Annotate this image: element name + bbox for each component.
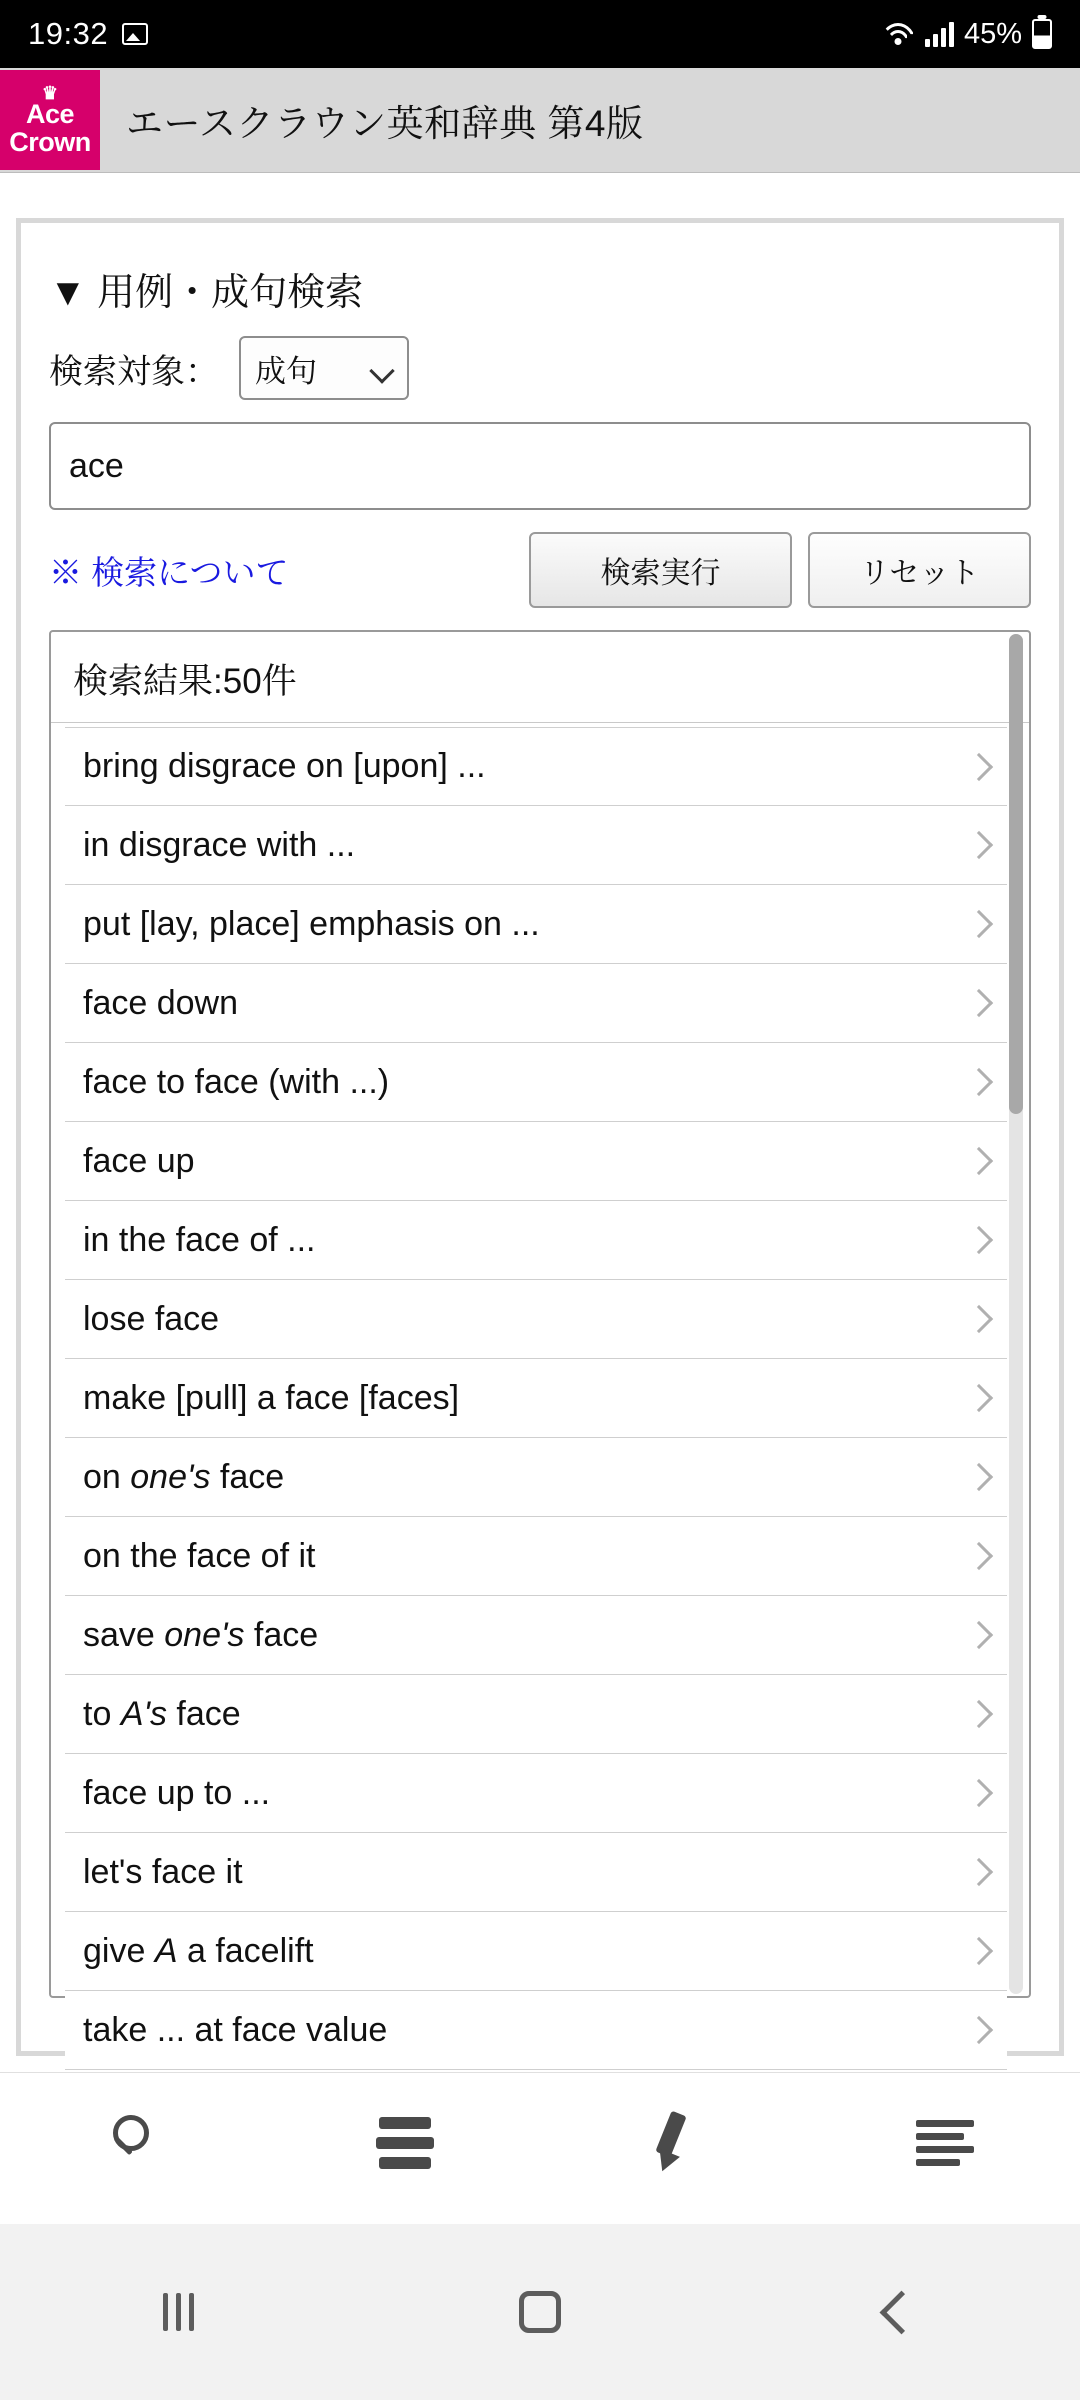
list-item-label: let's face it (83, 1852, 243, 1891)
list-item-label: give A a facelift (83, 1931, 314, 1970)
list-item[interactable] (65, 1043, 1007, 1122)
chevron-right-icon (965, 1068, 993, 1096)
list-item-label: to A's face (83, 1694, 241, 1733)
search-reset-button[interactable]: リセット (808, 532, 1031, 608)
list-item-label: face to face (with ...) (83, 1062, 390, 1101)
chevron-right-icon (965, 1463, 993, 1491)
system-navigation-bar (0, 2224, 1080, 2400)
chevron-right-icon (965, 1542, 993, 1570)
list-item-label: save one's face (83, 1615, 319, 1654)
list-item[interactable] (65, 1280, 1007, 1359)
chevron-right-icon (965, 1384, 993, 1412)
list-item-label: make [pull] a face [faces] (83, 1378, 460, 1417)
search-target-value: 成句 (255, 353, 317, 389)
home-icon[interactable] (519, 2291, 561, 2333)
list-item-label: bring disgrace on [upon] ... (83, 747, 486, 785)
list-item[interactable] (65, 727, 1007, 806)
results-scrollbar[interactable] (1009, 634, 1023, 1994)
crown-icon: ♛ (41, 82, 59, 103)
list-item-label: on the face of it (83, 1536, 316, 1575)
app-logo (0, 70, 100, 170)
list-item-label: in the face of ... (83, 1220, 316, 1259)
chevron-down-icon (369, 358, 394, 383)
search-panel (21, 223, 1059, 2049)
logo-line-1: Ace (25, 98, 75, 129)
search-target-row (49, 336, 1031, 400)
back-icon[interactable] (880, 2290, 924, 2334)
chevron-right-icon (965, 1779, 993, 1807)
list-item[interactable] (65, 1596, 1007, 1675)
list-item[interactable] (65, 1122, 1007, 1201)
recent-apps-icon[interactable] (163, 2293, 194, 2331)
list-item-label: on one's face (83, 1457, 285, 1496)
list-item-label: put [lay, place] emphasis on ... (83, 904, 540, 943)
status-bar-right (881, 18, 1052, 51)
list-item[interactable] (65, 1754, 1007, 1833)
list-item[interactable] (65, 1912, 1007, 1991)
chevron-right-icon (965, 989, 993, 1017)
scrollbar-thumb[interactable] (1009, 634, 1023, 1114)
search-icon (107, 2115, 163, 2171)
chevron-right-icon (965, 910, 993, 938)
page-title: エースクラウン英和辞典 第4版 (126, 103, 644, 144)
list-item[interactable] (65, 1517, 1007, 1596)
list-item[interactable] (65, 1991, 1007, 2070)
battery-icon (1032, 19, 1052, 49)
content-card (16, 218, 1064, 2056)
status-bar (0, 0, 1080, 68)
list-item-label: take ... at face value (83, 2010, 388, 2049)
search-actions-row (49, 532, 1031, 608)
app-header (0, 68, 1080, 173)
image-icon (122, 23, 148, 45)
toolbar-search-button[interactable] (75, 2088, 195, 2198)
results-count: 検索結果:50件 (51, 632, 1029, 723)
list-item-label: face up (83, 1141, 195, 1180)
results-panel (49, 630, 1031, 2049)
pen-icon (649, 2112, 701, 2174)
list-item-label: face down (83, 983, 238, 1022)
about-search-link[interactable]: ※ 検索について (49, 553, 289, 591)
list-item[interactable] (65, 885, 1007, 964)
list-icon (916, 2120, 974, 2166)
list-item-label: face up to ... (83, 1773, 271, 1812)
search-target-select[interactable] (239, 336, 409, 400)
chevron-right-icon (965, 1621, 993, 1649)
signal-icon (925, 21, 954, 47)
chevron-right-icon (965, 1858, 993, 1886)
toolbar-books-button[interactable] (345, 2088, 465, 2198)
toolbar-pen-button[interactable] (615, 2088, 735, 2198)
chevron-right-icon (965, 752, 993, 780)
battery-percent: 45% (963, 17, 1022, 50)
status-time: 19:32 (28, 16, 109, 51)
list-item[interactable] (65, 1833, 1007, 1912)
chevron-right-icon (965, 1305, 993, 1333)
logo-line-2: Crown (9, 127, 91, 157)
bottom-toolbar (0, 2072, 1080, 2213)
search-target-label: 検索対象： (49, 352, 219, 391)
wifi-icon (881, 21, 915, 47)
search-submit-button[interactable]: 検索実行 (529, 532, 792, 608)
list-item[interactable] (65, 1359, 1007, 1438)
search-input[interactable] (49, 422, 1031, 510)
chevron-right-icon (965, 2016, 993, 2044)
status-bar-left (28, 16, 148, 52)
chevron-right-icon (965, 1937, 993, 1965)
chevron-right-icon (965, 1226, 993, 1254)
list-item[interactable] (65, 964, 1007, 1043)
chevron-right-icon (965, 1147, 993, 1175)
list-item[interactable] (65, 806, 1007, 885)
list-item[interactable] (65, 1438, 1007, 1517)
books-icon (376, 2117, 434, 2169)
chevron-right-icon (965, 1700, 993, 1728)
list-item-label: in disgrace with ... (83, 825, 356, 864)
chevron-right-icon (965, 831, 993, 859)
results-list[interactable] (51, 727, 1029, 2049)
search-button-group (529, 532, 1031, 608)
section-title: ▼ 用例・成句検索 (49, 272, 364, 314)
toolbar-list-button[interactable] (885, 2088, 1005, 2198)
list-item-label: lose face (83, 1299, 220, 1338)
list-item[interactable] (65, 1201, 1007, 1280)
list-item[interactable] (65, 1675, 1007, 1754)
